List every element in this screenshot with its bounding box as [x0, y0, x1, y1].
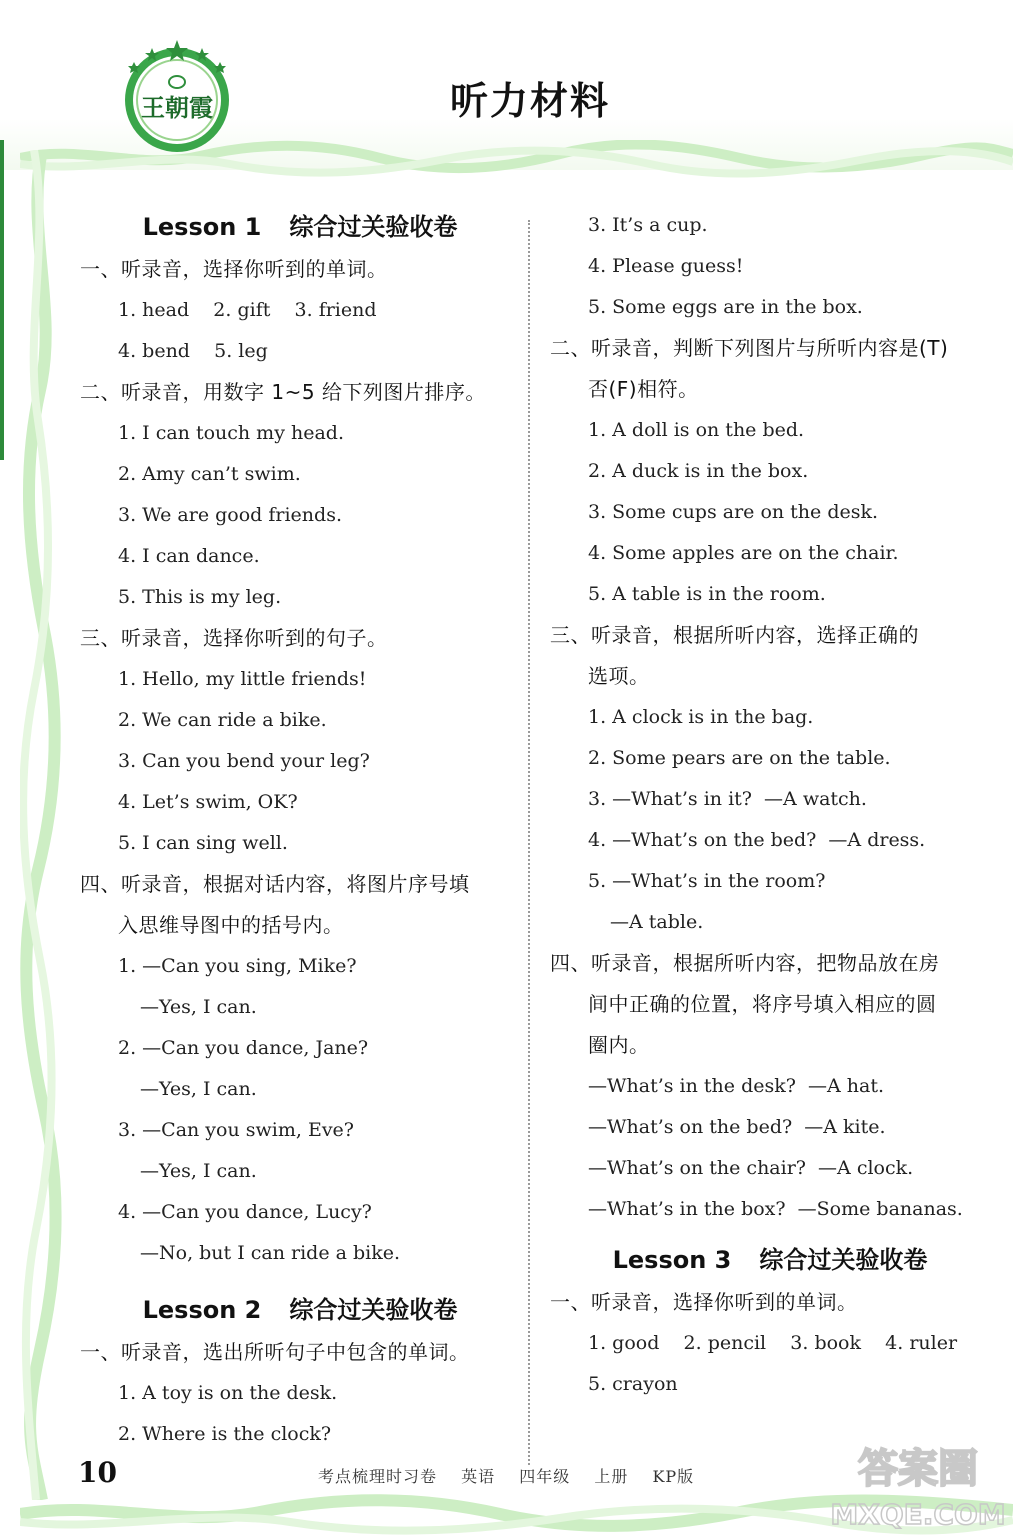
l1-s3-item: 4. Let’s swim, OK?: [118, 791, 298, 813]
l2-s2-item: 1. A doll is on the bed.: [588, 419, 805, 441]
left-wave-border: [20, 150, 64, 1500]
footer-book: 考点梳理时习卷: [318, 1467, 438, 1486]
watermark-top: 答案圈: [858, 1446, 978, 1492]
l1-s4-heading: 四、听录音，根据对话内容，将图片序号填: [80, 872, 470, 896]
lesson1-title: [80, 205, 520, 249]
l1-s1-words-row2: 4. bend 5. leg: [118, 340, 268, 362]
footer-edition: KP版: [652, 1467, 695, 1486]
l2-s1-heading: 一、听录音，选出所听句子中包含的单词。: [80, 1340, 470, 1364]
l2-s4-item: —What’s in the desk? —A hat.: [588, 1075, 885, 1097]
page-title: 听力材料: [449, 79, 610, 123]
l1-s2-item: 4. I can dance.: [118, 545, 260, 567]
l1-s2-item: 5. This is my leg.: [118, 586, 282, 608]
l1-s2-item: 2. Amy can’t swim.: [118, 463, 301, 485]
lesson3-suffix: 综合过关验收卷: [759, 1246, 928, 1274]
lesson3-label: Lesson 3: [612, 1246, 732, 1274]
l1-s2-heading: 二、听录音，用数字 1~5 给下列图片排序。: [80, 380, 486, 404]
l2-s1-item: 1. A toy is on the desk.: [118, 1382, 338, 1404]
l2-s3-item: 1. A clock is in the bag.: [588, 706, 814, 728]
watermark: [828, 1438, 1008, 1534]
publisher-logo: [118, 38, 236, 156]
l2-s4-heading-cont: 间中正确的位置，将序号填入相应的圆: [588, 992, 937, 1016]
l1-s4-item: 4. —Can you dance, Lucy?: [118, 1201, 372, 1223]
l1-s2-item: 1. I can touch my head.: [118, 422, 344, 444]
l1-s3-item: 5. I can sing well.: [118, 832, 288, 854]
l2-s1-item: 4. Please guess!: [588, 255, 744, 277]
l2-s2-item: 4. Some apples are on the chair.: [588, 542, 899, 564]
l2-s1-item: 3. It’s a cup.: [588, 214, 708, 236]
l1-s1-heading: 一、听录音，选择你听到的单词。: [80, 257, 388, 281]
l1-s4-item: 3. —Can you swim, Eve?: [118, 1119, 354, 1141]
lesson1-label: Lesson 1: [142, 213, 262, 241]
column-divider: [528, 220, 530, 1465]
l1-s2-item: 3. We are good friends.: [118, 504, 342, 526]
watermark-bottom: MXQE.COM: [830, 1498, 1006, 1531]
l2-s3-heading: 三、听录音，根据所听内容，选择正确的: [550, 623, 919, 647]
footer-volume: 上册: [594, 1467, 629, 1486]
l2-s4-item: —What’s on the chair? —A clock.: [588, 1157, 914, 1179]
footer-grade: 四年级: [519, 1467, 571, 1486]
l1-s4-item: —Yes, I can.: [140, 1160, 257, 1182]
l2-s2-heading-cont: 否(F)相符。: [588, 377, 699, 401]
l1-s4-item: —No, but I can ride a bike.: [140, 1242, 401, 1264]
l2-s3-item: 5. —What’s in the room?: [588, 870, 826, 892]
l1-s3-item: 3. Can you bend your leg?: [118, 750, 370, 772]
l3-s1-heading: 一、听录音，选择你听到的单词。: [550, 1290, 858, 1314]
l1-s3-item: 1. Hello, my little friends!: [118, 668, 367, 690]
lesson3-title: [550, 1238, 990, 1282]
l2-s2-heading: 二、听录音，判断下列图片与所听内容是(T): [550, 336, 949, 360]
l2-s4-item: —What’s on the bed? —A kite.: [588, 1116, 886, 1138]
l1-s4-item: 1. —Can you sing, Mike?: [118, 955, 357, 977]
lesson2-suffix: 综合过关验收卷: [289, 1296, 458, 1324]
l2-s3-item: 3. —What’s in it? —A watch.: [588, 788, 867, 810]
l2-s1-item: 2. Where is the clock?: [118, 1423, 332, 1445]
lesson2-title: [80, 1288, 520, 1332]
left-edge-strip: [0, 140, 4, 460]
l3-s1-words-row2: 5. crayon: [588, 1373, 678, 1395]
l2-s4-item: —What’s in the box? —Some bananas.: [588, 1198, 963, 1220]
page-number: 10: [78, 1456, 117, 1489]
footer-book-info: [318, 1464, 712, 1487]
left-column: [80, 205, 520, 1455]
l1-s4-item: —Yes, I can.: [140, 996, 257, 1018]
footer-subject: 英语: [461, 1467, 496, 1486]
right-column: [550, 205, 990, 1405]
l2-s2-item: 2. A duck is in the box.: [588, 460, 809, 482]
l1-s3-item: 2. We can ride a bike.: [118, 709, 327, 731]
l2-s3-item: —A table.: [610, 911, 704, 933]
lesson1-suffix: 综合过关验收卷: [289, 213, 458, 241]
l1-s4-item: —Yes, I can.: [140, 1078, 257, 1100]
l2-s3-item: 4. —What’s on the bed? —A dress.: [588, 829, 926, 851]
l2-s1-item: 5. Some eggs are in the box.: [588, 296, 863, 318]
logo-text: 王朝霞: [141, 93, 213, 122]
l2-s2-item: 5. A table is in the room.: [588, 583, 826, 605]
l2-s4-heading-cont: 圈内。: [588, 1033, 650, 1057]
l1-s4-heading-cont: 入思维导图中的括号内。: [118, 913, 344, 937]
l2-s2-item: 3. Some cups are on the desk.: [588, 501, 879, 523]
l1-s4-item: 2. —Can you dance, Jane?: [118, 1037, 369, 1059]
l1-s3-heading: 三、听录音，选择你听到的句子。: [80, 626, 388, 650]
l1-s1-words-row1: 1. head 2. gift 3. friend: [118, 299, 377, 321]
lesson2-label: Lesson 2: [142, 1296, 262, 1324]
l3-s1-words-row1: 1. good 2. pencil 3. book 4. ruler: [588, 1332, 958, 1354]
l2-s3-heading-cont: 选项。: [588, 664, 650, 688]
l2-s3-item: 2. Some pears are on the table.: [588, 747, 891, 769]
l2-s4-heading: 四、听录音，根据所听内容，把物品放在房: [550, 951, 940, 975]
